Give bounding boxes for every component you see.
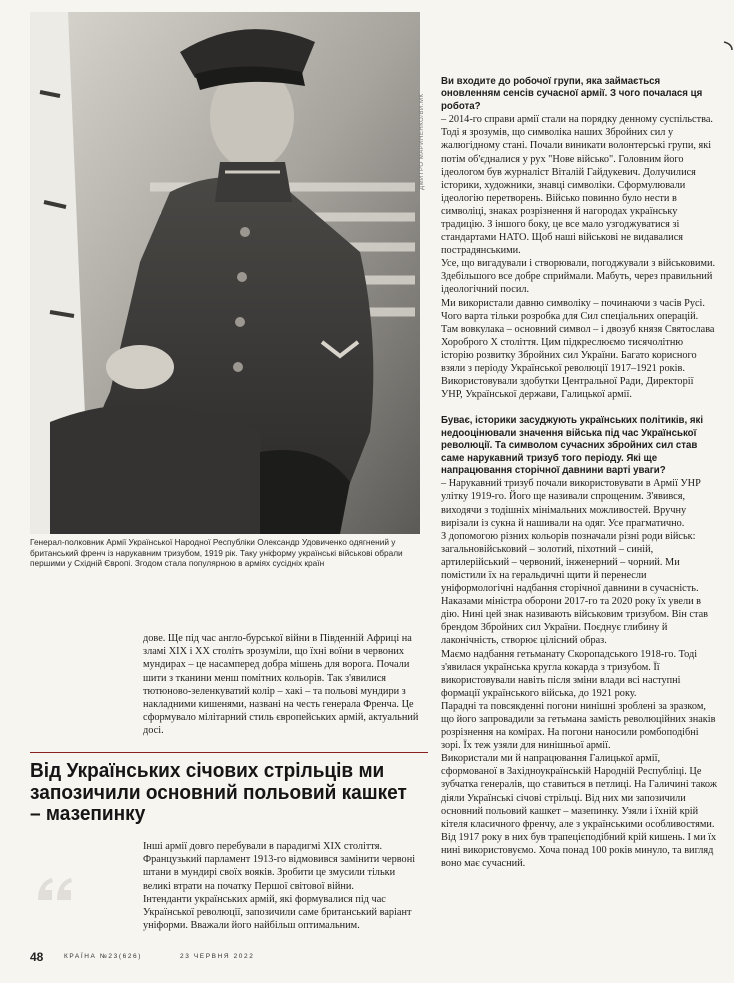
left-column-text [143,632,423,738]
magazine-name: КРАЇНА №23(626) [64,953,143,960]
interview-column [441,76,717,870]
interview-answer: З допомогою різних кольорів позначали різні роди військ: загальновійськовий – золотий, піхотний – синій, артилерійський – червоний, інженерний – чорний. Ми помістили їх на геральдичні щити й перенесли уніформологічні надбання сторічної давнини в сучасність. Наказами міністра оборони 2017-го та 2020 року їх увели в дію. Нині цей знак називають військовим тризубом. Він став брендом Збройних сил України. Поєднує глибину й лаконічність, створює цілісний образ. [441,530,709,647]
paragraph: Інтенданти українських армій, які формувалися під час Української революції, запозичили саме британський варіант уніформи. Вважали його найбільш оптимальним. [143,893,412,932]
left-column-text-2 [143,840,423,932]
interview-answer: – Нарукавний тризуб почали використовувати в Армії УНР улітку 1919-го. Його ще називали спрощеним. З'явився, виходячи з тодішніх мінімальних можливостей. Вручну вирізали із сукна й нашивали на одяг. Усе прагматично. [441,478,701,529]
interview-answer: Парадні та повсякденні погони нинішні зроблені за зразком, що його запровадили за гетьмана замість революційних знаків розрізнення на комірах. На погони наносили ромбоподібні зорі. Їх теж узяли для нинішньої армії. [441,700,716,752]
interview-answer: – 2014-го справи армії стали на порядку денному суспільства. Тоді я зрозумів, що символіка наших Збройних сил у жалюгідному стані. Почали виникати волонтерські групи, які потім об'єдналися у рух "Нове військо". Головним його ідеологом був журналіст Віталій Гайдукевич. Долучилися історики, художники, знавці символіки. Сформулювали ідеологію перетворень. Військо повинно було нести в символіці, знаках розрізнення й нагородах українську традицію. З іншого боку, це все мало узгоджуватися зі стандартами НАТО. Щоб наші військові не видавалися пострадянськими. [441,114,713,257]
section-heading: Від Українських січових стрільців ми запозичили основний польовий кашкет – мазепинку [30,759,407,825]
interview-answer: Усе, що вигадували і створювали, погоджували з військовими. Здебільшого все добре сприймали. Мабуть, через правильний ідеологічний посил. [441,258,716,296]
issue-date: 23 ЧЕРВНЯ 2022 [180,953,255,960]
paragraph: дове. Ще під час англо-бурської війни в Південній Африці на зламі XIX і XX століть зрозуміли, що їхні воїни в червоних мундирах – це насамперед добра мішень для ворога. Почали шити з тканини менш помітних кольорів. Так з'явилися тютюново-зеленкуватий колір – хакі – та польові мундири з накладними кишенями, названі на честь генерала Френча. Це сформувало мілітарний стиль європейських армій, актуальний досі. [143,633,419,737]
photo-caption: Генерал-полковник Армії Української Народної Республіки Олександр Удовиченко одягнений у британський френч із нарукавним тризубом, 1919 рік. Таку уніформу українські військові обрали першими у Східній Європі. Згодом стала популярною в арміях сусідніх країн [30,537,403,569]
interview-question: Ви входите до робочої групи, яка займається оновленням сенсів сучасної армії. З чого почалася ця робота? [441,76,703,112]
interview-answer: Ми використали давню символіку – починаючи з часів Русі. Чого варта тільки розробка для Сил спеціальних операцій. Там вовкулака – основний символ – і двозуб князя Святослава Хороброго X століття. Цим підкреслюємо тисячолітню історію розвитку Збройних сил України. Багато корисного взяли з періоду Української революції 1917–1921 років. Використовували здобутки Центральної Ради, Директорії УНР, Української держави, Галицької армії. [441,297,715,401]
page-number: 48 [30,950,44,964]
photo-illustration [30,12,420,534]
corner-mark-icon [722,40,734,52]
interview-answer: Маємо надбання гетьманату Скоропадського 1918-го. Тоді з'явилася українська кругла кокарда з тризубом. Її використовували навіть після зміни влади всі наступні формації українського війська, до 1921 року. [441,648,698,699]
photo-credit: ДМИТРО МАРИНЕНКО/ВИ.МК [419,93,425,190]
paragraph: Інші армії довго перебували в парадигмі XIX століття. Французький парламент 1913-го відмовився замінити червоні штани в мундирі своїх вояків. Зробити це змусили тільки великі втрати на початку Першої світової війни. [143,841,416,892]
interview-question: Буває, історики засуджують українських політиків, які недооцінювали значення війська під час Української революції. Та символом сучасних збройних сил став саме нарукавний тризуб того періоду. Які ще напрацювання сторічної давнини варті уваги? [441,415,704,476]
section-divider [30,752,428,753]
quote-mark-icon [36,876,74,902]
block-gap [441,401,717,415]
interview-answer: Використали ми й напрацювання Галицької армії, сформованої в Західноукраїнській Народній Республіці. Це зубчатка генералів, що ставиться в петлиці. На Галичині також діяли Українські січові стрільці. Від них ми запозичили основний польовий кашкет – мазепинку. Узяли і їхній крій кітеля класичного френчу, але з українськими особливостями. Від 1917 року в них був трапецієподібний крій кишень. І ми їх нині використовуємо. Хоча понад 100 років минуло, та вигляд воно має сучасний. [441,753,717,870]
officer-photo [30,12,420,534]
